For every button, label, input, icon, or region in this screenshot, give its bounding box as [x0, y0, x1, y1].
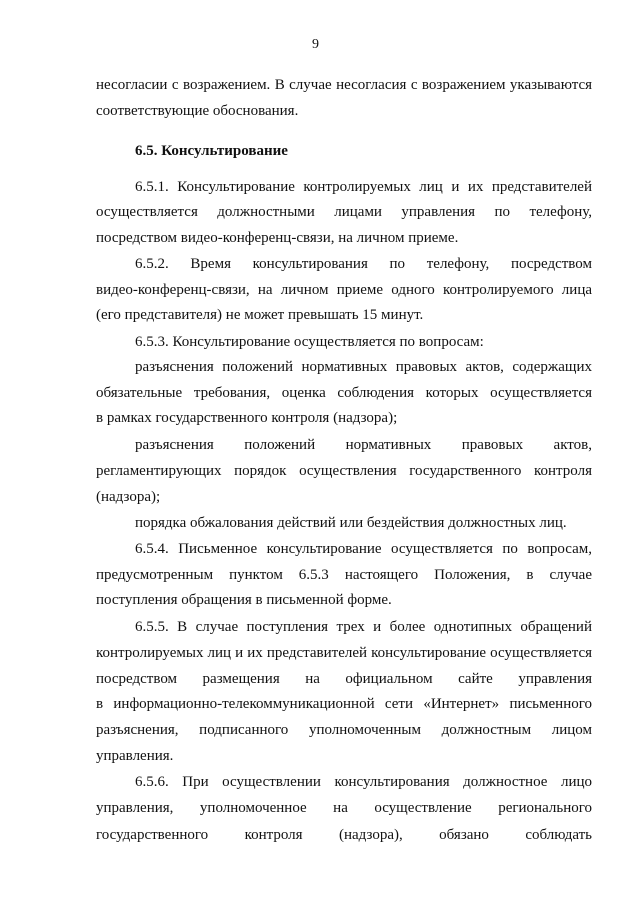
- paragraph-line: контролируемых лиц и их представителей консультирование осуществляется: [96, 645, 592, 661]
- paragraph-line: регламентирующих порядок осуществления государственного контроля: [96, 463, 592, 479]
- paragraph-line: обязательные требования, оценка соблюдения которых осуществляется: [96, 385, 592, 401]
- paragraph-line: видео-конференц-связи, на личном приеме одного контролируемого лица: [96, 282, 592, 298]
- section-heading: 6.5. Консультирование: [135, 143, 288, 159]
- paragraph-line: соответствующие обоснования.: [96, 103, 299, 119]
- page-number: 9: [312, 37, 319, 52]
- paragraph-line: 6.5.6. При осуществлении консультирования должностное лицо: [135, 774, 592, 790]
- paragraph-line: (его представителя) не может превышать 15 минут.: [96, 307, 424, 323]
- paragraph-line: разъяснения положений нормативных правовых актов,: [135, 437, 592, 453]
- paragraph-line: 6.5.5. В случае поступления трех и более однотипных обращений: [135, 619, 592, 635]
- paragraph-line: управления, уполномоченное на осуществление регионального: [96, 800, 592, 816]
- paragraph-line: в рамках государственного контроля (надзора);: [96, 410, 398, 426]
- paragraph-line: 6.5.3. Консультирование осуществляется по вопросам:: [135, 334, 484, 350]
- paragraph-line: (надзора);: [96, 489, 161, 505]
- paragraph-line: несогласии с возражением. В случае несогласия с возражением указываются: [96, 77, 592, 93]
- paragraph-line: 6.5.2. Время консультирования по телефону, посредством: [135, 256, 592, 272]
- paragraph-line: разъяснения, подписанного уполномоченным должностным лицом: [96, 722, 592, 738]
- paragraph-line: порядка обжалования действий или бездействия должностных лиц.: [135, 515, 567, 531]
- paragraph-line: 6.5.1. Консультирование контролируемых лиц и их представителей: [135, 179, 592, 195]
- paragraph-line: в информационно-телекоммуникационной сети «Интернет» письменного: [96, 696, 592, 712]
- paragraph-line: посредством размещения на официальном сайте управления: [96, 671, 592, 687]
- paragraph-line: посредством видео-конференц-связи, на личном приеме.: [96, 230, 459, 246]
- paragraph-line: предусмотренным пунктом 6.5.3 настоящего Положения, в случае: [96, 567, 592, 583]
- paragraph-line: 6.5.4. Письменное консультирование осуществляется по вопросам,: [135, 541, 592, 557]
- paragraph-line: разъяснения положений нормативных правовых актов, содержащих: [135, 359, 592, 375]
- paragraph-line: государственного контроля (надзора), обязано соблюдать: [96, 827, 592, 843]
- paragraph-line: управления.: [96, 748, 174, 764]
- paragraph-line: поступления обращения в письменной форме.: [96, 592, 392, 608]
- paragraph-line: осуществляется должностными лицами управления по телефону,: [96, 204, 592, 220]
